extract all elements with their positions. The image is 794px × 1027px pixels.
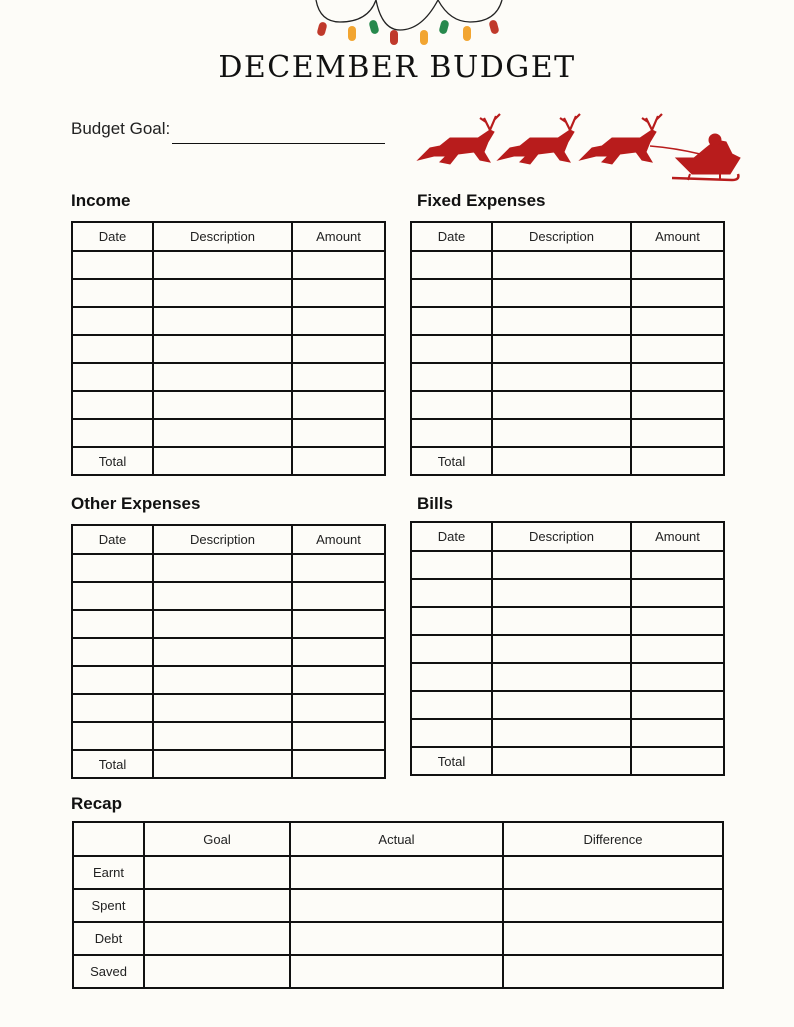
- amount-cell[interactable]: [292, 307, 385, 335]
- light-bulb: [348, 26, 356, 41]
- table-row: [411, 551, 724, 579]
- reindeer-icon: [418, 114, 500, 164]
- table-row: [72, 391, 385, 419]
- budget-goal-input-line[interactable]: [172, 143, 385, 144]
- total-description-cell[interactable]: [153, 447, 292, 475]
- amount-cell[interactable]: [631, 335, 724, 363]
- amount-cell[interactable]: [292, 251, 385, 279]
- light-bulbs: [316, 19, 499, 45]
- goal-cell[interactable]: [144, 856, 290, 889]
- amount-cell[interactable]: [292, 610, 385, 638]
- light-bulb: [488, 19, 499, 35]
- date-cell[interactable]: [72, 279, 153, 307]
- table-row: [72, 694, 385, 722]
- description-cell[interactable]: [153, 251, 292, 279]
- column-header-actual: Actual: [290, 822, 503, 856]
- recap-row-earnt: [73, 856, 723, 889]
- actual-cell[interactable]: [290, 955, 503, 988]
- light-bulb: [390, 30, 398, 45]
- date-cell[interactable]: [72, 722, 153, 750]
- row-label-saved: Saved: [73, 955, 144, 988]
- goal-cell[interactable]: [144, 889, 290, 922]
- amount-cell[interactable]: [631, 279, 724, 307]
- column-header-blank: [73, 822, 144, 856]
- description-cell[interactable]: [492, 579, 631, 607]
- recap-row-spent: [73, 889, 723, 922]
- amount-cell[interactable]: [292, 363, 385, 391]
- difference-cell[interactable]: [503, 856, 723, 889]
- column-header-amount: Amount: [631, 522, 724, 551]
- table-row: [72, 666, 385, 694]
- goal-cell[interactable]: [144, 955, 290, 988]
- table-row: [72, 251, 385, 279]
- table-row: [411, 335, 724, 363]
- total-description-cell[interactable]: [492, 747, 631, 775]
- date-cell[interactable]: [411, 335, 492, 363]
- recap-table: [72, 821, 724, 989]
- total-row: [72, 750, 385, 778]
- reindeer-icon: [580, 114, 662, 164]
- date-cell[interactable]: [411, 279, 492, 307]
- description-cell[interactable]: [153, 582, 292, 610]
- description-cell[interactable]: [492, 663, 631, 691]
- description-cell[interactable]: [492, 335, 631, 363]
- light-bulb: [438, 19, 449, 35]
- table-row: [411, 251, 724, 279]
- date-cell[interactable]: [411, 307, 492, 335]
- description-cell[interactable]: [153, 554, 292, 582]
- goal-cell[interactable]: [144, 922, 290, 955]
- description-cell[interactable]: [153, 610, 292, 638]
- recap-title: Recap: [71, 794, 123, 813]
- recap-row-debt: [73, 922, 723, 955]
- description-cell[interactable]: [153, 279, 292, 307]
- total-row: [411, 747, 724, 775]
- total-description-cell[interactable]: [153, 750, 292, 778]
- table-row: [72, 638, 385, 666]
- christmas-lights-decoration: [300, 0, 520, 56]
- total-label: Total: [72, 750, 153, 778]
- light-bulb: [463, 26, 471, 41]
- table-row: [72, 419, 385, 447]
- date-cell[interactable]: [411, 719, 492, 747]
- table-row: [72, 307, 385, 335]
- date-cell[interactable]: [72, 391, 153, 419]
- reindeer-icon: [498, 114, 580, 164]
- row-label-spent: Spent: [73, 889, 144, 922]
- table-row: [411, 279, 724, 307]
- table-header-row: [411, 222, 724, 251]
- row-label-earnt: Earnt: [73, 856, 144, 889]
- date-cell[interactable]: [72, 610, 153, 638]
- amount-cell[interactable]: [631, 391, 724, 419]
- amount-cell[interactable]: [292, 694, 385, 722]
- amount-cell[interactable]: [292, 638, 385, 666]
- amount-cell[interactable]: [631, 307, 724, 335]
- amount-cell[interactable]: [631, 719, 724, 747]
- amount-cell[interactable]: [631, 251, 724, 279]
- total-label: Total: [411, 747, 492, 775]
- total-row: [411, 447, 724, 475]
- description-cell[interactable]: [492, 363, 631, 391]
- income-table: [71, 221, 386, 476]
- column-header-description: Description: [492, 222, 631, 251]
- table-row: [72, 335, 385, 363]
- recap-row-saved: [73, 955, 723, 988]
- column-header-date: Date: [72, 222, 153, 251]
- description-cell[interactable]: [492, 691, 631, 719]
- other-expenses-title: Other Expenses: [71, 494, 201, 513]
- column-header-amount: Amount: [292, 222, 385, 251]
- total-amount-cell[interactable]: [292, 447, 385, 475]
- table-row: [411, 635, 724, 663]
- date-cell[interactable]: [72, 554, 153, 582]
- difference-cell[interactable]: [503, 922, 723, 955]
- actual-cell[interactable]: [290, 889, 503, 922]
- description-cell[interactable]: [492, 419, 631, 447]
- table-row: [411, 419, 724, 447]
- date-cell[interactable]: [411, 635, 492, 663]
- description-cell[interactable]: [492, 635, 631, 663]
- table-row: [72, 610, 385, 638]
- table-row: [411, 579, 724, 607]
- reindeer-sleigh-icon: [410, 96, 744, 192]
- date-cell[interactable]: [411, 363, 492, 391]
- table-row: [411, 719, 724, 747]
- date-cell[interactable]: [411, 663, 492, 691]
- date-cell[interactable]: [411, 607, 492, 635]
- column-header-goal: Goal: [144, 822, 290, 856]
- total-amount-cell[interactable]: [631, 747, 724, 775]
- table-header-row: [72, 222, 385, 251]
- total-row: [72, 447, 385, 475]
- amount-cell[interactable]: [631, 551, 724, 579]
- table-header-row: [72, 525, 385, 554]
- table-row: [411, 607, 724, 635]
- total-amount-cell[interactable]: [631, 447, 724, 475]
- column-header-amount: Amount: [292, 525, 385, 554]
- total-description-cell[interactable]: [492, 447, 631, 475]
- light-bulb: [316, 21, 327, 37]
- amount-cell[interactable]: [631, 579, 724, 607]
- light-bulb: [368, 19, 379, 35]
- date-cell[interactable]: [72, 335, 153, 363]
- table-header-row: [411, 522, 724, 551]
- date-cell[interactable]: [72, 419, 153, 447]
- description-cell[interactable]: [153, 694, 292, 722]
- amount-cell[interactable]: [631, 419, 724, 447]
- description-cell[interactable]: [492, 279, 631, 307]
- amount-cell[interactable]: [292, 722, 385, 750]
- date-cell[interactable]: [411, 691, 492, 719]
- column-header-date: Date: [411, 522, 492, 551]
- column-header-description: Description: [153, 525, 292, 554]
- amount-cell[interactable]: [292, 335, 385, 363]
- date-cell[interactable]: [411, 251, 492, 279]
- date-cell[interactable]: [72, 363, 153, 391]
- column-header-difference: Difference: [503, 822, 723, 856]
- other-expenses-table: [71, 524, 386, 779]
- fixed-expenses-title: Fixed Expenses: [417, 191, 546, 210]
- budget-goal-label: Budget Goal:: [71, 119, 171, 138]
- amount-cell[interactable]: [631, 363, 724, 391]
- description-cell[interactable]: [153, 307, 292, 335]
- description-cell[interactable]: [153, 722, 292, 750]
- actual-cell[interactable]: [290, 856, 503, 889]
- actual-cell[interactable]: [290, 922, 503, 955]
- table-row: [72, 554, 385, 582]
- description-cell[interactable]: [492, 307, 631, 335]
- description-cell[interactable]: [153, 419, 292, 447]
- description-cell[interactable]: [153, 391, 292, 419]
- description-cell[interactable]: [492, 551, 631, 579]
- row-label-debt: Debt: [73, 922, 144, 955]
- date-cell[interactable]: [72, 582, 153, 610]
- page-title: DECEMBER BUDGET: [218, 50, 576, 85]
- total-amount-cell[interactable]: [292, 750, 385, 778]
- sleigh-icon: [672, 134, 740, 180]
- column-header-description: Description: [153, 222, 292, 251]
- bills-table: [410, 521, 725, 776]
- light-bulb: [420, 30, 428, 45]
- amount-cell[interactable]: [631, 691, 724, 719]
- amount-cell[interactable]: [292, 419, 385, 447]
- table-row: [411, 663, 724, 691]
- table-row: [411, 307, 724, 335]
- date-cell[interactable]: [72, 638, 153, 666]
- total-label: Total: [72, 447, 153, 475]
- fixed-expenses-table: [410, 221, 725, 476]
- amount-cell[interactable]: [631, 607, 724, 635]
- description-cell[interactable]: [153, 638, 292, 666]
- income-title: Income: [71, 191, 131, 210]
- description-cell[interactable]: [153, 363, 292, 391]
- table-row: [411, 363, 724, 391]
- description-cell[interactable]: [153, 335, 292, 363]
- column-header-date: Date: [411, 222, 492, 251]
- date-cell[interactable]: [411, 391, 492, 419]
- table-row: [411, 391, 724, 419]
- total-label: Total: [411, 447, 492, 475]
- column-header-description: Description: [492, 522, 631, 551]
- date-cell[interactable]: [411, 579, 492, 607]
- table-row: [411, 691, 724, 719]
- description-cell[interactable]: [153, 666, 292, 694]
- date-cell[interactable]: [72, 694, 153, 722]
- amount-cell[interactable]: [631, 663, 724, 691]
- difference-cell[interactable]: [503, 889, 723, 922]
- description-cell[interactable]: [492, 251, 631, 279]
- amount-cell[interactable]: [292, 391, 385, 419]
- amount-cell[interactable]: [292, 554, 385, 582]
- description-cell[interactable]: [492, 391, 631, 419]
- table-row: [72, 279, 385, 307]
- column-header-amount: Amount: [631, 222, 724, 251]
- date-cell[interactable]: [411, 551, 492, 579]
- bills-title: Bills: [417, 494, 453, 513]
- date-cell[interactable]: [72, 666, 153, 694]
- description-cell[interactable]: [492, 719, 631, 747]
- date-cell[interactable]: [411, 419, 492, 447]
- table-row: [72, 722, 385, 750]
- table-header-row: [73, 822, 723, 856]
- amount-cell[interactable]: [292, 666, 385, 694]
- table-row: [72, 582, 385, 610]
- amount-cell[interactable]: [631, 635, 724, 663]
- amount-cell[interactable]: [292, 279, 385, 307]
- table-row: [72, 363, 385, 391]
- difference-cell[interactable]: [503, 955, 723, 988]
- column-header-date: Date: [72, 525, 153, 554]
- amount-cell[interactable]: [292, 582, 385, 610]
- description-cell[interactable]: [492, 607, 631, 635]
- date-cell[interactable]: [72, 307, 153, 335]
- date-cell[interactable]: [72, 251, 153, 279]
